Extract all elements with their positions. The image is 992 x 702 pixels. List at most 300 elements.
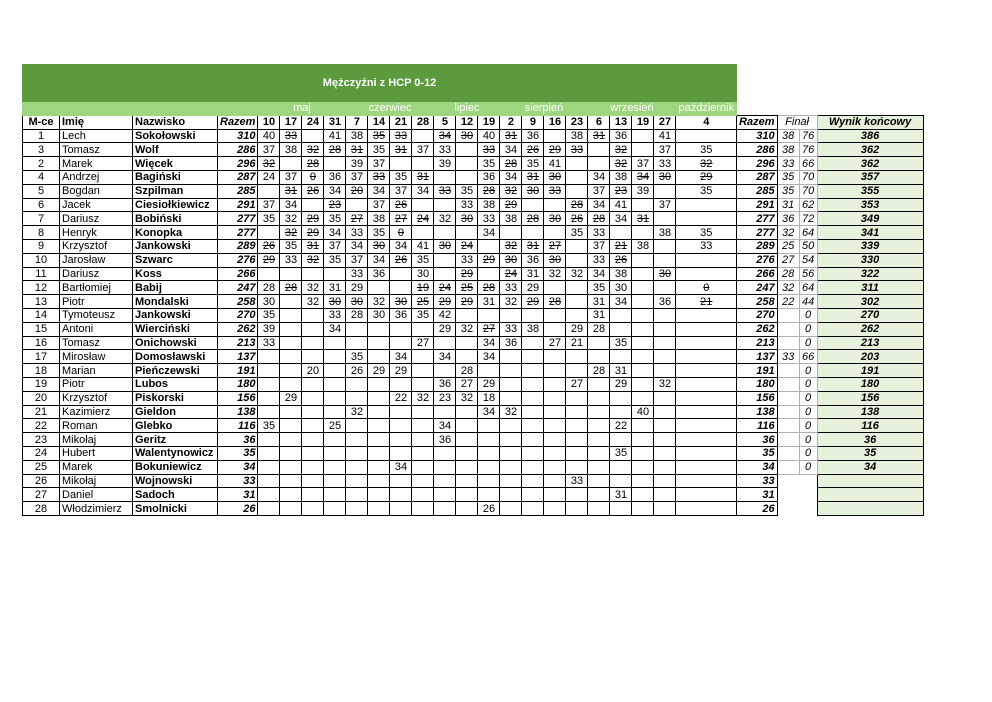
score-cell [500,350,522,364]
total-cell: 116 [218,419,258,433]
score-cell: 34 [500,143,522,157]
score-cell [478,460,500,474]
score-cell [412,419,434,433]
score-cell: 33 [456,253,478,267]
score-cell [324,336,346,350]
total-cell: 26 [218,502,258,516]
position-cell: 12 [23,281,60,295]
score-cell [654,336,676,350]
score-cell: 37 [654,198,676,212]
header-date: 19 [632,115,654,129]
score-cell: 29 [478,253,500,267]
header-total-2: Razem [737,115,777,129]
score-cell [654,391,676,405]
total-cell: 277 [218,226,258,240]
score-cell: 25 [324,419,346,433]
score-cell [456,336,478,350]
score-cell: 34 [610,295,632,309]
score-cell [302,419,324,433]
score-cell [544,405,566,419]
score-cell: 26 [302,184,324,198]
score-cell: 30 [544,212,566,226]
score-cell: 35 [258,212,280,226]
table-row [23,336,924,350]
score-cell [258,267,280,281]
score-cell [258,474,280,488]
header-date: 5 [434,115,456,129]
score-cell [346,322,368,336]
final-empty-cell [799,488,817,502]
total-cell-2: 213 [737,336,777,350]
score-cell: 28 [346,308,368,322]
score-cell: 34 [434,350,456,364]
score-cell: 33 [500,281,522,295]
score-cell: 37 [390,184,412,198]
score-cell: 41 [610,198,632,212]
score-cell: 33 [434,184,456,198]
score-cell: 29 [522,295,544,309]
final-score-cell: 32 [777,281,799,295]
first-name-cell: Dariusz [60,267,133,281]
table-row [23,281,924,295]
score-cell: 32 [280,226,302,240]
header-date: 31 [324,115,346,129]
final-result-cell: 116 [817,419,923,433]
score-cell [544,488,566,502]
total-cell-2: 291 [737,198,777,212]
score-cell [566,253,588,267]
score-cell [566,308,588,322]
score-cell [654,433,676,447]
score-cell [368,322,390,336]
final-score-cell [777,377,799,391]
score-cell: 26 [390,253,412,267]
score-cell: 29 [302,212,324,226]
first-name-cell: Krzysztof [60,239,133,253]
score-cell [544,226,566,240]
score-cell [566,295,588,309]
total-cell: 36 [218,433,258,447]
total-cell: 310 [218,129,258,143]
last-name-cell: Jankowski [133,239,218,253]
score-cell [456,405,478,419]
score-cell [566,419,588,433]
score-cell [302,405,324,419]
score-cell: 35 [566,226,588,240]
score-cell [412,502,434,516]
score-cell [566,405,588,419]
score-cell: 35 [280,239,302,253]
score-cell: 42 [434,308,456,322]
final-score-cell [777,308,799,322]
total-cell: 286 [218,143,258,157]
final-score-cell: 22 [777,295,799,309]
score-cell [588,488,610,502]
score-cell: 33 [390,129,412,143]
total-cell-2: 180 [737,377,777,391]
table-row [23,488,924,502]
score-cell [566,488,588,502]
score-cell: 35 [522,157,544,171]
score-cell [588,157,610,171]
score-cell: 40 [632,405,654,419]
last-name-cell: Gieldon [133,405,218,419]
score-cell [280,267,302,281]
first-name-cell: Antoni [60,322,133,336]
final-result-cell: 302 [817,295,923,309]
total-cell-2: 138 [737,405,777,419]
last-name-cell: Piskorski [133,391,218,405]
final-result-cell: 311 [817,281,923,295]
score-cell [566,157,588,171]
score-cell [566,170,588,184]
score-cell: 24 [434,281,456,295]
score-cell [368,405,390,419]
total-cell: 247 [218,281,258,295]
final-score-cell: 28 [777,267,799,281]
position-cell: 3 [23,143,60,157]
table-row [23,474,924,488]
score-cell: 37 [280,170,302,184]
score-cell [676,350,737,364]
last-name-cell: Konopka [133,226,218,240]
final-double-cell: 62 [799,198,817,212]
score-cell: 29 [368,364,390,378]
score-cell: 29 [258,253,280,267]
score-cell [676,391,737,405]
first-name-cell: Hubert [60,446,133,460]
score-cell [324,460,346,474]
score-cell [676,336,737,350]
score-cell [654,460,676,474]
last-name-cell: Więcek [133,157,218,171]
score-cell [412,488,434,502]
score-cell: 0 [390,226,412,240]
score-cell [456,460,478,474]
table-row [23,170,924,184]
header-date: 9 [522,115,544,129]
score-cell: 37 [368,157,390,171]
score-cell: 32 [500,239,522,253]
score-cell [478,239,500,253]
score-cell [610,391,632,405]
score-cell: 33 [280,129,302,143]
results-spreadsheet [22,64,924,516]
position-cell: 16 [23,336,60,350]
score-cell [302,267,324,281]
score-cell [302,446,324,460]
score-cell [588,446,610,460]
score-cell: 38 [368,212,390,226]
position-cell: 22 [23,419,60,433]
score-cell [390,336,412,350]
last-name-cell: Ciesiołkiewicz [133,198,218,212]
final-double-cell: 66 [799,157,817,171]
score-cell [478,419,500,433]
score-cell [610,433,632,447]
table-row [23,253,924,267]
score-cell: 31 [478,295,500,309]
score-cell [654,308,676,322]
score-cell [522,364,544,378]
score-cell [302,350,324,364]
score-cell [544,129,566,143]
score-cell: 35 [368,129,390,143]
score-cell [280,308,302,322]
score-cell: 34 [588,170,610,184]
last-name-cell: Smolnicki [133,502,218,516]
final-result-cell: 322 [817,267,923,281]
final-result-cell: 339 [817,239,923,253]
score-cell [412,446,434,460]
score-cell [676,433,737,447]
score-cell [500,391,522,405]
score-cell [676,308,737,322]
position-cell: 25 [23,460,60,474]
score-cell [544,350,566,364]
score-cell: 38 [632,239,654,253]
score-cell [434,460,456,474]
score-cell [258,433,280,447]
score-cell: 31 [500,129,522,143]
header-date: 21 [390,115,412,129]
score-cell: 28 [324,143,346,157]
total-cell-2: 247 [737,281,777,295]
score-cell [632,129,654,143]
score-cell [346,446,368,460]
score-cell: 32 [368,295,390,309]
score-cell: 35 [258,308,280,322]
score-cell: 30 [324,295,346,309]
first-name-cell: Marek [60,157,133,171]
score-cell [280,502,302,516]
score-cell [654,350,676,364]
score-cell [258,391,280,405]
score-cell [434,446,456,460]
score-cell [412,157,434,171]
total-cell-2: 296 [737,157,777,171]
score-cell [500,502,522,516]
score-cell [258,226,280,240]
score-cell: 23 [324,198,346,212]
last-name-cell: Geritz [133,433,218,447]
final-double-cell: 0 [799,460,817,474]
final-double-cell: 0 [799,336,817,350]
score-cell [346,391,368,405]
final-score-cell: 35 [777,170,799,184]
score-cell: 36 [522,129,544,143]
final-result-cell: 353 [817,198,923,212]
total-cell-2: 31 [737,488,777,502]
score-cell: 33 [544,184,566,198]
score-cell [280,350,302,364]
total-cell-2: 277 [737,226,777,240]
header-date: 14 [368,115,390,129]
final-result-cell: 138 [817,405,923,419]
final-double-cell: 0 [799,364,817,378]
score-cell [434,405,456,419]
score-cell: 32 [302,295,324,309]
score-cell: 34 [434,419,456,433]
score-cell [456,474,478,488]
score-cell [368,433,390,447]
final-double-cell: 54 [799,253,817,267]
final-double-cell: 0 [799,308,817,322]
total-cell-2: 277 [737,212,777,226]
score-cell: 24 [412,212,434,226]
last-name-cell: Koss [133,267,218,281]
score-cell: 33 [478,212,500,226]
score-cell [280,295,302,309]
final-score-cell [777,364,799,378]
score-cell [434,502,456,516]
score-cell: 31 [390,143,412,157]
score-cell [676,419,737,433]
score-cell: 29 [456,267,478,281]
score-cell: 32 [302,143,324,157]
header-first-name: Imię [60,115,133,129]
score-cell: 41 [544,157,566,171]
score-cell [632,295,654,309]
score-cell [302,308,324,322]
score-cell: 33 [368,170,390,184]
score-cell [280,336,302,350]
score-cell [280,322,302,336]
score-cell: 34 [610,212,632,226]
score-cell: 33 [258,336,280,350]
last-name-cell: Glebko [133,419,218,433]
position-cell: 13 [23,295,60,309]
score-cell: 26 [390,198,412,212]
score-cell [654,212,676,226]
score-cell: 38 [478,198,500,212]
score-cell [456,488,478,502]
score-cell [632,143,654,157]
score-cell: 29 [302,226,324,240]
first-name-cell: Tymoteusz [60,308,133,322]
position-cell: 4 [23,170,60,184]
score-cell [368,419,390,433]
score-cell [412,377,434,391]
score-cell: 32 [566,267,588,281]
position-cell: 7 [23,212,60,226]
score-cell [500,433,522,447]
first-name-cell: Bartłomiej [60,281,133,295]
score-cell: 29 [434,295,456,309]
score-cell [544,281,566,295]
score-cell [324,267,346,281]
score-cell [390,405,412,419]
score-cell [632,377,654,391]
score-cell [654,239,676,253]
total-cell: 156 [218,391,258,405]
score-cell: 34 [632,170,654,184]
score-cell: 38 [522,322,544,336]
score-cell: 36 [434,433,456,447]
score-cell: 24 [500,267,522,281]
score-cell [500,446,522,460]
score-cell [544,391,566,405]
score-cell [368,391,390,405]
final-double-cell: 70 [799,184,817,198]
last-name-cell: Szwarc [133,253,218,267]
first-name-cell: Marian [60,364,133,378]
table-row [23,239,924,253]
score-cell [258,405,280,419]
header-position: M-ce [23,115,60,129]
month-october: październik [676,102,737,116]
score-cell: 40 [258,129,280,143]
score-cell [324,474,346,488]
position-cell: 20 [23,391,60,405]
score-cell [522,446,544,460]
total-cell: 31 [218,488,258,502]
score-cell: 33 [654,157,676,171]
score-cell [632,364,654,378]
final-score-cell [777,336,799,350]
table-row [23,308,924,322]
final-result-cell: 191 [817,364,923,378]
score-cell [390,502,412,516]
score-cell [258,364,280,378]
score-cell: 32 [676,157,737,171]
total-cell-2: 35 [737,446,777,460]
score-cell: 29 [478,377,500,391]
final-result-cell: 355 [817,184,923,198]
score-cell [302,433,324,447]
score-cell [412,350,434,364]
score-cell: 33 [478,143,500,157]
score-cell [412,405,434,419]
final-double-cell: 0 [799,405,817,419]
score-cell [346,460,368,474]
score-cell: 21 [610,239,632,253]
score-cell [522,391,544,405]
final-result-cell: 362 [817,143,923,157]
score-cell: 28 [544,295,566,309]
final-result-cell: 357 [817,170,923,184]
score-cell: 28 [280,281,302,295]
score-cell [676,253,737,267]
header-date: 19 [478,115,500,129]
score-cell: 34 [500,170,522,184]
final-score-cell: 33 [777,350,799,364]
final-double-cell: 70 [799,170,817,184]
score-cell [610,226,632,240]
score-cell [456,157,478,171]
final-double-cell: 0 [799,419,817,433]
total-cell-2: 310 [737,129,777,143]
score-cell [368,460,390,474]
header-date: 16 [544,115,566,129]
score-cell [368,502,390,516]
first-name-cell: Bogdan [60,184,133,198]
score-cell: 35 [346,350,368,364]
score-cell: 30 [346,295,368,309]
score-cell [390,322,412,336]
last-name-cell: Domosławski [133,350,218,364]
score-cell: 34 [412,184,434,198]
first-name-cell: Henryk [60,226,133,240]
header-date: 2 [500,115,522,129]
score-cell: 22 [610,419,632,433]
score-cell: 34 [478,350,500,364]
score-cell: 26 [566,212,588,226]
final-score-cell: 32 [777,226,799,240]
score-cell: 37 [588,239,610,253]
score-cell: 29 [434,322,456,336]
score-cell [434,488,456,502]
